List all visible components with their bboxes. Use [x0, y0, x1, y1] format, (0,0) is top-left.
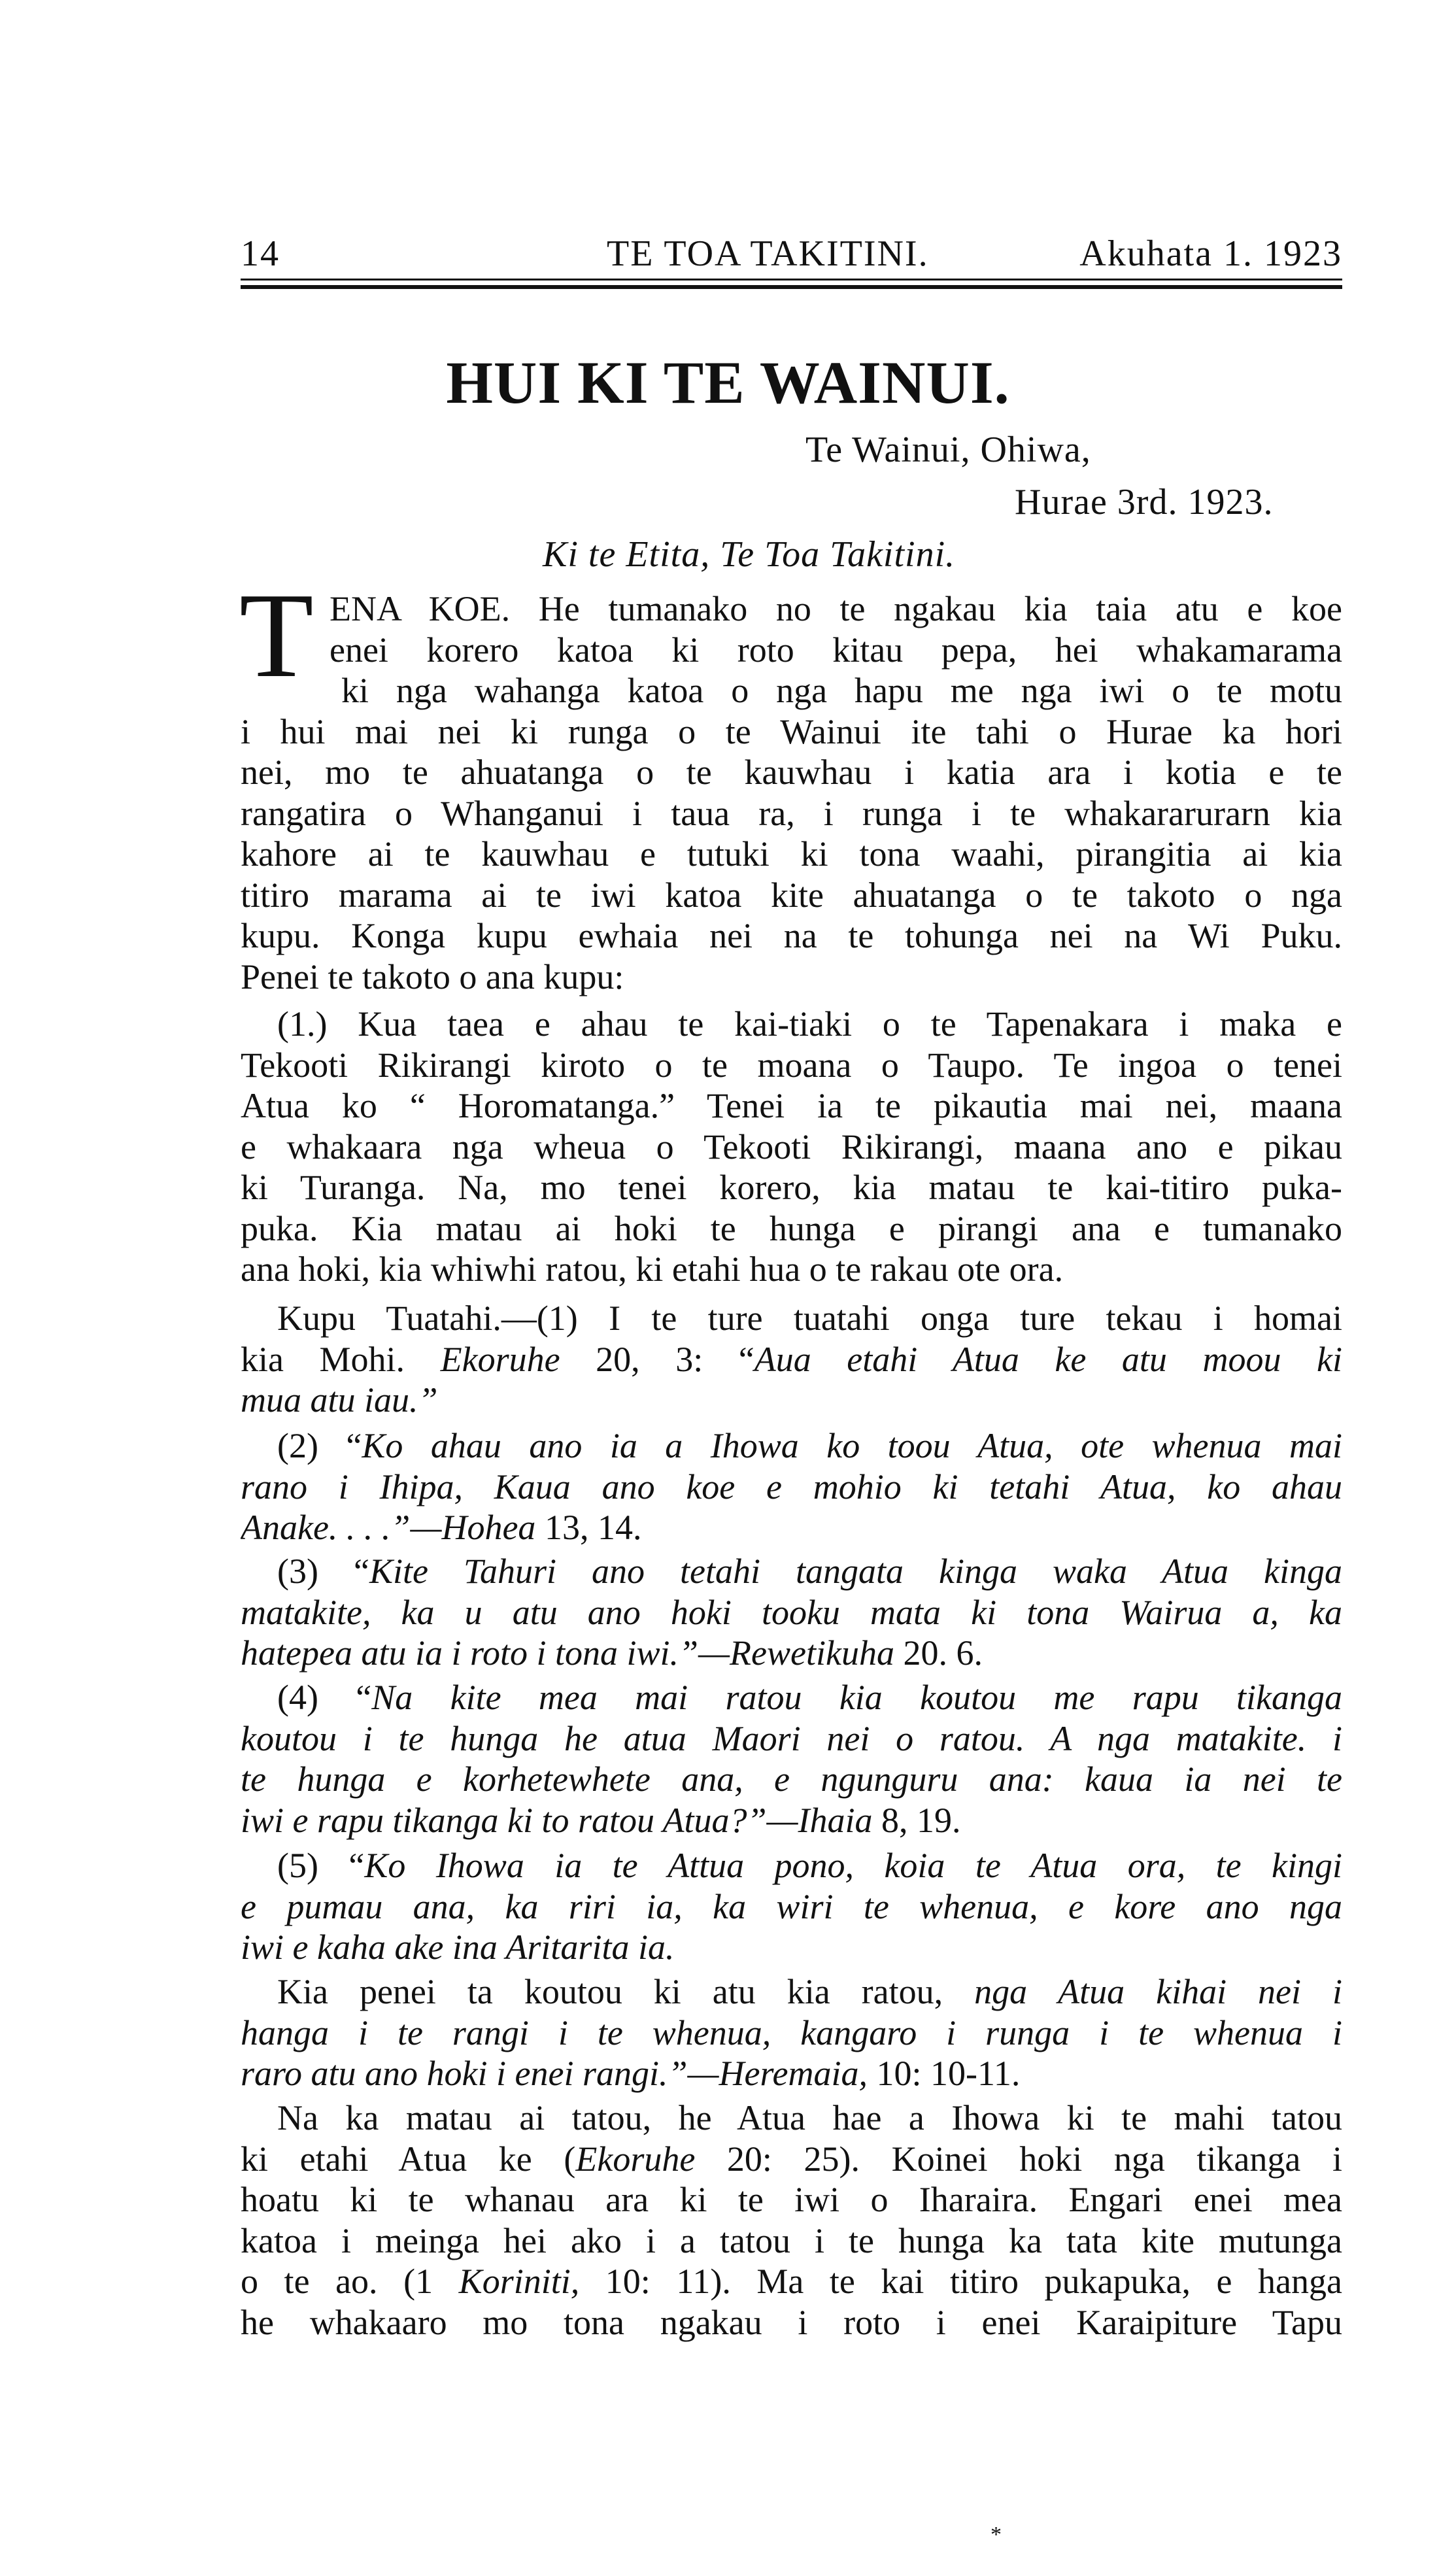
text-line: i hui mai nei ki runga o te Wainui ite tahi o Hurae ka hori — [241, 711, 1342, 751]
text-line: kahore ai te kauwhau e tutuki ki tona waahi, pirangitia ai kia — [241, 834, 1342, 874]
text-line: (1.) Kua taea e ahau te kai-tiaki o te Tapenakara i maka e — [277, 1004, 1342, 1044]
quote-text: Ko Ihowa ia te Attua pono, koia te Atua ora, te kingi — [364, 1846, 1342, 1885]
text-line: koutou i te hunga he atua Maori nei o ratou. A nga matakite. i — [241, 1718, 1342, 1758]
text-line: rano i Ihipa, Kaua ano koe e mohio ki tetahi Atua, ko ahau — [241, 1467, 1342, 1506]
text-run: 10: 11). Ma te kai titiro pukapuka, e hanga — [579, 2262, 1342, 2301]
text-line: e whakaara nga wheua o Tekooti Rikirangi, maana ano e pikau — [241, 1127, 1342, 1166]
text-line: Atua ko “ Horomatanga.” Tenei ia te pikautia mai nei, maana — [241, 1086, 1342, 1125]
address-line-2: Hurae 3rd. 1923. — [1015, 482, 1274, 522]
quote-text: nga Atua kihai nei i — [974, 1972, 1342, 2011]
quote-number: (4) “ — [277, 1678, 372, 1717]
text-line: titiro marama ai te iwi katoa kite ahuatanga o te takoto o nga — [241, 875, 1342, 915]
text-line: mua atu iau.” — [241, 1380, 438, 1420]
verse-ref: 10: 10-11. — [867, 2054, 1021, 2093]
quote-number: (5) “ — [277, 1846, 365, 1885]
text-line — [241, 1507, 1342, 1548]
text-line — [241, 1551, 1342, 1592]
text-line: ki nga wahanga katoa o nga hapu me nga iwi o te motu — [341, 671, 1342, 710]
text-line: iwi e kaha ake ina Aritarita ia. — [241, 1928, 675, 1967]
paragraph-6 — [241, 1971, 1342, 2094]
quote-text: iwi e rapu tikanga ki to ratou Atua?”—Ihaia — [241, 1800, 873, 1840]
intro-lines-top — [330, 588, 1342, 670]
quote-4 — [241, 1677, 1342, 1841]
article-title: HUI KI TE WAINUI. — [446, 349, 1010, 416]
book-reference: Ekoruhe — [575, 2139, 696, 2179]
verse-ref: 20. 6. — [894, 1633, 983, 1673]
text-line: rangatira o Whanganui i taua ra, i runga i te whakararurarn kia — [241, 793, 1342, 833]
text-run: ki etahi Atua ke ( — [241, 2139, 576, 2179]
text-line: Kupu Tuatahi.—(1) I te ture tuatahi onga ture tekau i homai — [277, 1299, 1342, 1338]
quote-number: (3) “ — [277, 1552, 369, 1591]
text-line — [241, 1633, 1342, 1674]
text-line — [241, 2139, 1342, 2180]
text-line: kupu. Konga kupu ewhaia nei na te tohunga nei na Wi Puku. — [241, 916, 1342, 955]
quote-number: (2) “ — [277, 1426, 362, 1465]
text-line — [241, 1425, 1342, 1467]
text-line: ki Turanga. Na, mo tenei korero, kia matau te kai-titiro puka- — [241, 1168, 1342, 1207]
text-run: 20, 3: “ — [560, 1339, 754, 1379]
address-line-1: Te Wainui, Ohiwa, — [805, 430, 1091, 470]
footer-mark: * — [990, 2523, 1002, 2547]
text-line — [241, 1339, 1342, 1380]
text-run: Kia penei ta koutou ki atu kia ratou, — [277, 1972, 975, 2011]
text-line: matakite, ka u atu ano hoki tooku mata ki tona Wairua a, ka — [241, 1592, 1342, 1632]
text-line: Penei te takoto o ana kupu: — [241, 957, 624, 996]
verse-ref: 13, 14. — [535, 1508, 642, 1547]
text-line — [241, 1677, 1342, 1718]
text-line: e pumau ana, ka riri ia, ka wiri te whenua, e kore ano nga — [241, 1886, 1342, 1926]
text-line: enei korero katoa ki roto kitau pepa, hei whakamarama — [330, 630, 1342, 670]
quote-text: Kite Tahuri ano tetahi tangata kinga waka Atua kinga — [369, 1552, 1342, 1591]
salutation: Ki te Etita, Te Toa Takitini. — [543, 534, 956, 575]
running-head — [241, 235, 1342, 281]
quote-text: Aua etahi Atua ke atu moou ki — [754, 1339, 1342, 1379]
quote-5 — [241, 1845, 1342, 1968]
quote-2 — [241, 1425, 1342, 1548]
paragraph-7 — [241, 2098, 1342, 2343]
header-rule-thin — [241, 279, 1342, 280]
text-line: katoa i meinga hei ako i a tatou i te hunga ka tata kite mutunga — [241, 2220, 1342, 2260]
quote-text: raro atu ano hoki i enei rangi.”—Heremaia, — [241, 2054, 868, 2093]
text-line: hanga i te rangi i te whenua, kangaro i runga i te whenua i — [241, 2013, 1342, 2052]
book-reference: Ekoruhe — [440, 1339, 560, 1379]
text-line — [241, 1971, 1342, 2013]
text-run: 20: 25). Koinei hoki nga tikanga i — [695, 2139, 1342, 2179]
text-line — [241, 2261, 1342, 2302]
quote-3 — [241, 1551, 1342, 1674]
publication-name: TE TOA TAKITINI. — [607, 233, 929, 274]
issue-date: Akuhata 1. 1923 — [1079, 233, 1342, 274]
text-line — [241, 1800, 1342, 1841]
quote-text: hatepea atu ia i roto i tona iwi.”—Rewetikuha — [241, 1633, 894, 1673]
text-run: kia Mohi. — [241, 1339, 441, 1379]
page-number: 14 — [241, 233, 280, 274]
drop-cap: T — [239, 568, 314, 703]
text-line: te hunga e korhetewhete ana, e ngunguru ana: kaua ia nei te — [241, 1760, 1342, 1799]
quote-text: Na kite mea mai ratou kia koutou me rapu tikanga — [371, 1678, 1342, 1717]
intro-paragraph — [241, 670, 1342, 997]
header-rule-thick — [241, 285, 1342, 289]
text-line: ana hoki, kia whiwhi ratou, ki etahi hua o te rakau ote ora. — [241, 1250, 1064, 1289]
book-reference: Koriniti, — [458, 2262, 580, 2301]
quote-text: Ko ahau ano ia a Ihowa ko toou Atua, ote whenua mai — [362, 1426, 1342, 1465]
text-line: nei, mo te ahuatanga o te kauwhau i katia ara i kotia e te — [241, 753, 1342, 792]
kupu-tuatahi — [241, 1298, 1342, 1421]
text-line — [241, 2053, 1342, 2094]
text-run: o te ao. (1 — [241, 2262, 459, 2301]
text-line: hoatu ki te whanau ara ki te iwi o Iharaira. Engari enei mea — [241, 2180, 1342, 2219]
text-line: Tekooti Rikirangi kiroto o te moana o Taupo. Te ingoa o tenei — [241, 1045, 1342, 1085]
paragraph-1 — [241, 1004, 1342, 1290]
quote-text: Anake. . . .”—Hohea — [241, 1508, 536, 1547]
text-line: Na ka matau ai tatou, he Atua hae a Ihowa ki te mahi tatou — [277, 2098, 1342, 2137]
text-line: he whakaaro mo tona ngakau i roto i enei Karaipiture Tapu — [241, 2302, 1342, 2342]
verse-ref: 8, 19. — [872, 1800, 961, 1840]
text-line: puka. Kia matau ai hoki te hunga e pirangi ana e tumanako — [241, 1208, 1342, 1248]
text-line — [241, 1845, 1342, 1886]
text-line: ENA KOE. He tumanako no te ngakau kia taia atu e koe — [330, 589, 1342, 628]
